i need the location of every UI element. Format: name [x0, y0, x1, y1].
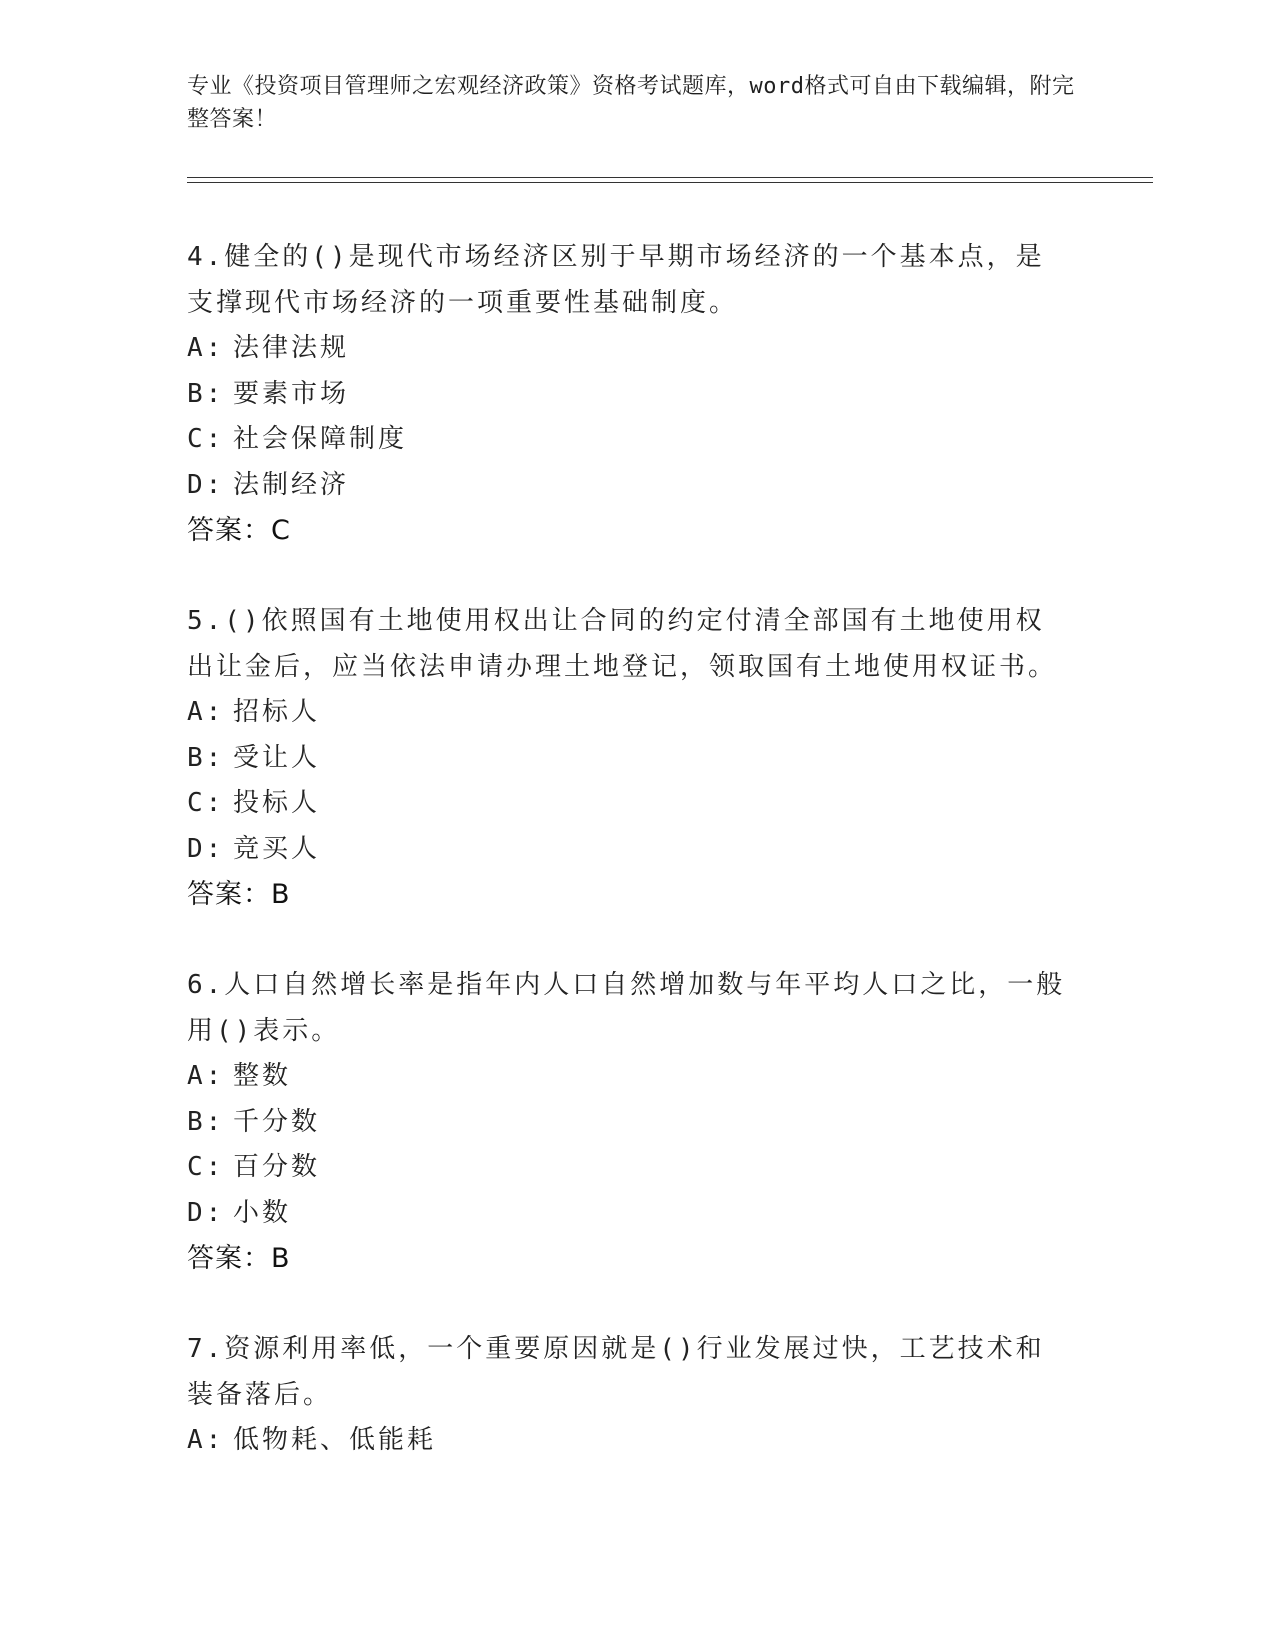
option-key: C:: [187, 1152, 225, 1182]
option-c: [187, 417, 1067, 463]
header-divider-bottom: [187, 182, 1153, 183]
header-divider-top: [187, 177, 1153, 178]
option-b: [187, 1100, 1067, 1146]
option-key: A:: [187, 1425, 225, 1455]
option-key: A:: [187, 697, 225, 727]
option-key: C:: [187, 424, 225, 454]
question-6: [187, 962, 1067, 1282]
question-7: [187, 1326, 1067, 1464]
question-stem: 4.健全的()是现代市场经济区别于早期市场经济的一个基本点，是支撑现代市场经济的一项重要性基础制度。: [187, 242, 1045, 318]
option-key: D:: [187, 469, 225, 500]
option-b: [187, 372, 1067, 418]
option-text: 千分数: [233, 1106, 321, 1137]
option-key: A:: [187, 1061, 225, 1091]
answer: 答案：C: [187, 515, 291, 546]
option-key: C:: [187, 788, 225, 818]
option-text: 法制经济: [233, 469, 350, 500]
option-text: 小数: [233, 1197, 292, 1228]
option-text: 社会保障制度: [233, 424, 408, 454]
option-key: D:: [187, 833, 225, 864]
option-a: [187, 1054, 1067, 1100]
question-5: [187, 598, 1067, 918]
option-key: D:: [187, 1197, 225, 1228]
option-a: [187, 1418, 1067, 1464]
option-key: B:: [187, 378, 225, 409]
question-4: [187, 234, 1067, 554]
question-stem: 5.()依照国有土地使用权出让合同的约定付清全部国有土地使用权出让金后，应当依法申请办理土地登记，领取国有土地使用权证书。: [187, 606, 1058, 682]
option-text: 投标人: [233, 788, 321, 818]
option-a: [187, 690, 1067, 736]
option-text: 整数: [233, 1061, 292, 1091]
option-text: 竞买人: [233, 833, 321, 864]
option-c: [187, 781, 1067, 827]
question-stem: 7.资源利用率低，一个重要原因就是()行业发展过快，工艺技术和装备落后。: [187, 1334, 1045, 1410]
option-a: [187, 326, 1067, 372]
option-key: B:: [187, 1106, 225, 1137]
option-text: 要素市场: [233, 378, 350, 409]
answer: 答案：B: [187, 1243, 291, 1274]
option-d: [187, 463, 1067, 509]
answer: 答案：B: [187, 879, 291, 910]
option-text: 受让人: [233, 742, 321, 773]
option-key: A:: [187, 333, 225, 363]
option-text: 法律法规: [233, 333, 350, 363]
option-key: B:: [187, 742, 225, 773]
option-d: [187, 1191, 1067, 1237]
question-stem: 6.人口自然增长率是指年内人口自然增加数与年平均人口之比，一般用()表示。: [187, 970, 1066, 1046]
option-text: 百分数: [233, 1152, 321, 1182]
option-b: [187, 736, 1067, 782]
option-d: [187, 827, 1067, 873]
option-text: 招标人: [233, 697, 321, 727]
option-text: 低物耗、低能耗: [233, 1425, 437, 1455]
document-header: 专业《投资项目管理师之宏观经济政策》资格考试题库，word格式可自由下载编辑，附完整答案！: [187, 74, 1075, 132]
option-c: [187, 1145, 1067, 1191]
